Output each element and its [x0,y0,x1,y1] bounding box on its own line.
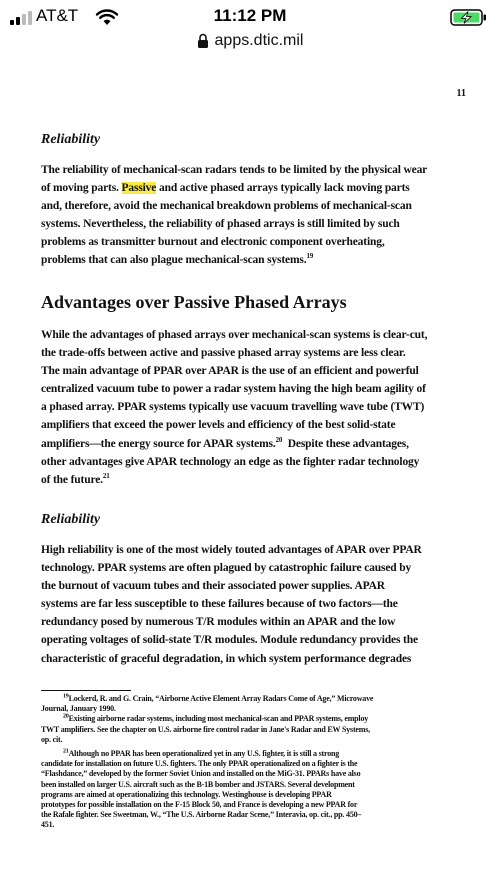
footnotes [41,694,476,831]
text-line: While the advantages of phased arrays over mechanical-scan systems is clear-cut, [41,329,428,341]
text-line: the trade-offs between active and passive phased array systems are less clear. [41,347,406,360]
clock: 11:12 PM [213,6,287,25]
text-line: amplifiers—the energy source for APAR systems.$^{20}$ Despite these advantages, [41,435,409,450]
text-line: technology. PPAR systems are often plagued by catastrophic failure caused by [41,562,412,575]
url-text: apps.dtic.mil [214,32,304,49]
section-heading-reliability-apar: Reliability [41,512,101,527]
footnote-20: $^{20}$Existing airborne radar systems, including most mechanical-scan and PPAR systems, employ [63,713,369,724]
text-line: 451. [41,820,55,830]
text-line: characteristic of graceful degradation, in which system performance degrades [41,652,412,665]
text-line: High reliability is one of the most widely touted advantages of APAR over PPAR [41,544,422,556]
status-bar [0,0,500,34]
text-line: of the future.$^{21}$ [41,471,110,486]
text-line: of moving parts. Passive and active phased arrays typically lack moving parts [41,182,410,195]
paragraph-reliability-apar [41,541,477,668]
text-line: The reliability of mechanical-scan radars tends to be limited by the physical wear [41,164,428,176]
paragraph-advantages [41,326,477,489]
address-bar[interactable] [0,32,500,58]
section-heading-advantages: Advantages over Passive Phased Arrays [41,292,347,312]
battery-charging-icon [450,9,488,26]
text-line: and, therefore, avoid the mechanical breakdown problems of mechanical-scan [41,200,412,213]
text-line: Journal, January 1990. [41,704,116,714]
text-line: been installed on larger U.S. aircraft such as the B-1B bomber and JSTARS. Several development [41,779,355,789]
footnote-ref[interactable]: 20 [275,435,283,444]
text-line: op. cit. [41,734,63,744]
text-line: centralized vacuum tube to power a radar system having the high beam agility of [41,383,426,396]
carrier-label: AT&T [36,6,79,25]
text-line: the burnout of vacuum tubes and their associated power supplies. APAR [41,580,385,593]
text-line: amplifiers that exceed the power levels and efficiency of the best solid-state [41,419,396,432]
section-heading-reliability: Reliability [41,132,101,147]
text-line: the Rafale fighter. See Sweetman, W., “The U.S. Airborne Radar Scene,” Interavia, op. cit., pp. 450– [41,810,362,820]
document-page [0,58,500,888]
text-line: candidate for installation on future U.S. fighters. The only PPAR operationalized on a fighter is the [41,759,358,769]
text-line: “Flashdance,” developed by the former Soviet Union and installed on the MiG-31. PPARs have also [41,769,361,779]
text-line: redundancy posed by numerous T/R modules within an APAR and the low [41,616,396,629]
text-line: The main advantage of PPAR over APAR is the use of an efficient and powerful [41,365,419,378]
footnote-ref[interactable]: 21 [102,471,110,480]
lock-icon [197,33,209,49]
text-line: prototypes for possible installation on the F-15 Block 50, and France is developing a new PPAR for [41,800,358,810]
text-line: a phased array. PPAR systems typically use vacuum travelling wave tube (TWT) [41,401,425,414]
footnote-divider [41,690,131,691]
footnote-21: $^{21}$Although no PPAR has been operationalized yet in any U.S. fighter, it is still a strong [63,748,340,759]
text-line: other advantages give APAR technology an edge as the fighter radar technology [41,455,420,468]
highlighted-word: Passive [121,182,157,195]
text-line: programs are aimed at operationalizing this technology. Westinghouse is developing PPAR [41,789,332,799]
page-number: 11 [456,88,466,99]
paragraph-reliability-mechanical [41,161,477,270]
text-line: problems as transmitter burnout and electronic component overheating, [41,236,385,249]
text-line: TWT amplifiers. See the chapter on U.S. airborne fire control radar in Jane's Radar and EW Systems, [41,724,370,734]
text-line: systems are far less susceptible to these failures because of two factors—the [41,598,398,611]
footnote-ref[interactable]: 19 [306,252,314,261]
text-line: operating voltages of solid-state T/R modules. Module redundancy provides the [41,634,418,647]
text-line: problems that can also plague mechanical-scan systems.$^{19}$ [41,252,314,267]
footnote-19: $^{19}$Lockerd, R. and G. Crain, “Airborne Active Element Array Radars Come of Age,” Microwave [63,693,374,703]
text-line: systems. Nevertheless, the reliability of phased arrays is still limited by such [41,218,400,231]
